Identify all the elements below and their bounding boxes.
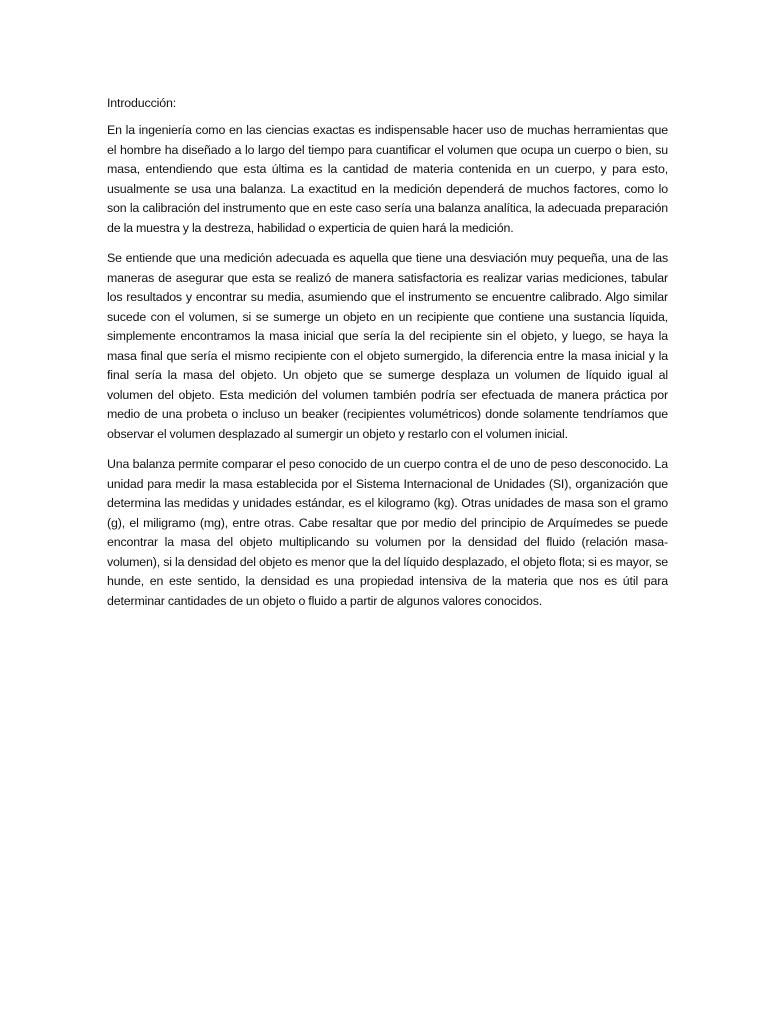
paragraph-intro: En la ingeniería como en las ciencias exactas es indispensable hacer uso de muchas herramientas que el hombre ha diseñado a lo largo del tiempo para cuantificar el volumen que ocupa un cuerpo o bien, su masa, entendiendo que esta última es la cantidad de materia contenida en un cuerpo, y para esto, usualmente se usa una balanza. La exactitud en la medición dependerá de muchos factores, como lo son la calibración del instrumento que en este caso sería una balanza analítica, la adecuada preparación de la muestra y la destreza, habilidad o experticia de quien hará la medición.: [107, 123, 668, 235]
paragraph-measurement: Se entiende que una medición adecuada es aquella que tiene una desviación muy pequeña, una de las maneras de asegurar que esta se realizó de manera satisfactoria es realizar varias mediciones, tabular los resultados y encontrar su media, asumiendo que el instrumento se encuentre calibrado. Algo similar sucede con el volumen, si se sumerge un objeto en un recipiente que contiene una sustancia líquida, simplemente encontramos la masa inicial que sería la del recipiente sin el objeto, y luego, se haya la masa final que sería el mismo recipiente con el objeto sumergido, la diferencia entre la masa inicial y la final sería la masa del objeto. Un objeto que se sumerge desplaza un volumen de líquido igual al volumen del objeto. Esta medición del volumen también podría ser efectuada de manera práctica por medio de una probeta o incluso un beaker (recipientes volumétricos) donde solamente tendríamos que observar el volumen desplazado al sumergir un objeto y restarlo con el volumen inicial.: [107, 251, 668, 441]
section-heading: Introducción:: [107, 96, 176, 110]
paragraph-balance: Una balanza permite comparar el peso conocido de un cuerpo contra el de uno de peso desconocido. La unidad para medir la masa establecida por el Sistema Internacional de Unidades (SI), organización que determina las medidas y unidades estándar, es el kilogramo (kg). Otras unidades de masa son el gramo (g), el miligramo (mg), entre otras. Cabe resaltar que por medio del principio de Arquímedes se puede encontrar la masa del objeto multiplicando su volumen por la densidad del fluido (relación masa-volumen), si la densidad del objeto es menor que la del líquido desplazado, el objeto flota; si es mayor, se hunde, en este sentido, la densidad es una propiedad intensiva de la materia que nos es útil para determinar cantidades de un objeto o fluido a partir de algunos valores conocidos.: [107, 457, 668, 608]
